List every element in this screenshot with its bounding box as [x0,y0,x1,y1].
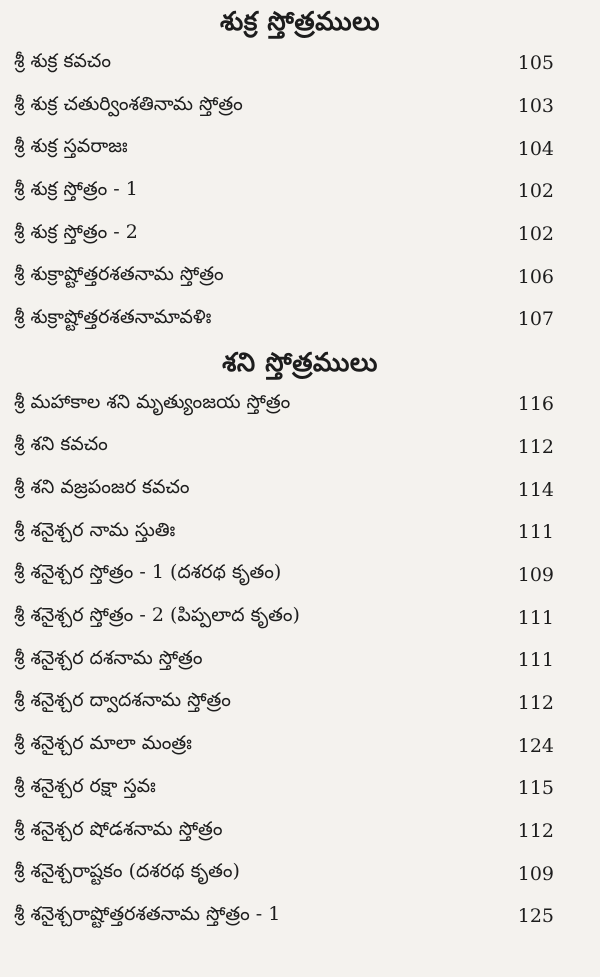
entry-title: శ్రీ శని వజ్రపంజర కవచం [14,476,190,499]
toc-entry [0,810,600,853]
section-heading: శుక్ర స్తోత్రములు [219,7,381,37]
entry-title: శ్రీ శనైశ్చర రక్షా స్తవః [14,774,156,797]
entry-page-number: 106 [517,265,554,288]
entry-page-number: 124 [517,734,554,757]
entry-page-number: 114 [517,478,554,501]
section-heading: శని స్తోత్రములు [222,347,378,378]
toc-entry [0,596,600,639]
entry-title: శ్రీ శుక్ర స్తవరాజః [14,135,128,158]
entry-page-number: 102 [517,180,554,203]
toc-entry [0,85,600,128]
entry-title: శ్రీ శనైశ్చర ద్వాదశనామ స్తోత్రం [14,689,231,712]
entry-page-number: 112 [517,691,554,714]
entry-title: శ్రీ శుక్ర కవచం [14,49,111,72]
entry-title: శ్రీ శుక్ర చతుర్వింశతినామ స్తోత్రం [14,92,243,115]
toc-entry [0,639,600,682]
entry-title: శ్రీ శుక్రాష్టోత్తరశతనామావళిః [14,305,212,328]
toc-entry [0,895,600,938]
toc-entry [0,724,600,767]
entry-page-number: 111 [517,521,554,544]
entry-page-number: 112 [517,820,554,843]
section-shukra-stotras [0,0,600,341]
entry-title: శ్రీ శనైశ్చర స్తోత్రం - 1 (దశరథ కృతం) [14,561,282,584]
entry-page-number: 107 [517,308,554,331]
entry-page-number: 109 [517,862,554,885]
entry-page-number: 115 [517,777,554,800]
entry-page-number: 125 [517,905,554,928]
entry-page-number: 112 [517,435,554,458]
entry-list [0,42,600,341]
toc-entry [0,383,600,426]
entry-title: శ్రీ శనైశ్చరాష్టకం (దశరథ కృతం) [14,860,240,883]
entry-title: శ్రీ శుక్రాష్టోత్తరశతనామ స్తోత్రం [14,263,224,286]
toc-entry [0,554,600,597]
toc-entry [0,255,600,298]
entry-page-number: 111 [517,606,554,629]
toc-entry [0,468,600,511]
toc-entry [0,170,600,213]
toc-entry [0,213,600,256]
toc-entry [0,298,600,341]
entry-title: శ్రీ శని కవచం [14,433,108,456]
toc-entry [0,682,600,725]
entry-page-number: 111 [517,649,554,672]
entry-list [0,383,600,938]
entry-title: శ్రీ శనైశ్చర షోడశనామ స్తోత్రం [14,817,223,840]
entry-title: శ్రీ శుక్ర స్తోత్రం - 2 [14,220,138,243]
entry-title: శ్రీ శనైశ్చర స్తోత్రం - 2 (పిప్పలాద కృతం) [14,604,300,627]
entry-title: శ్రీ శనైశ్చర నామ స్తుతిః [14,518,176,541]
entry-title: శ్రీ శుక్ర స్తోత్రం - 1 [14,177,138,200]
entry-page-number: 104 [517,137,554,160]
toc-entry [0,42,600,85]
entry-title: శ్రీ శనైశ్చర మాలా మంత్రః [14,732,192,755]
entry-title: శ్రీ శనైశ్చర దశనామ స్తోత్రం [14,646,203,669]
entry-title: శ్రీ మహాకాల శని మృత్యుంజయ స్తోత్రం [14,390,291,413]
toc-entry [0,127,600,170]
toc-entry [0,511,600,554]
entry-page-number: 116 [517,393,554,416]
toc-entry [0,852,600,895]
entry-page-number: 109 [517,563,554,586]
entry-title: శ్రీ శనైశ్చరాష్టోత్తరశతనామ స్తోత్రం - 1 [14,902,281,925]
section-shani-stotras [0,343,600,938]
entry-page-number: 102 [517,223,554,246]
entry-page-number: 105 [517,52,554,75]
entry-page-number: 103 [517,95,554,118]
toc-entry [0,767,600,810]
toc-entry [0,426,600,469]
